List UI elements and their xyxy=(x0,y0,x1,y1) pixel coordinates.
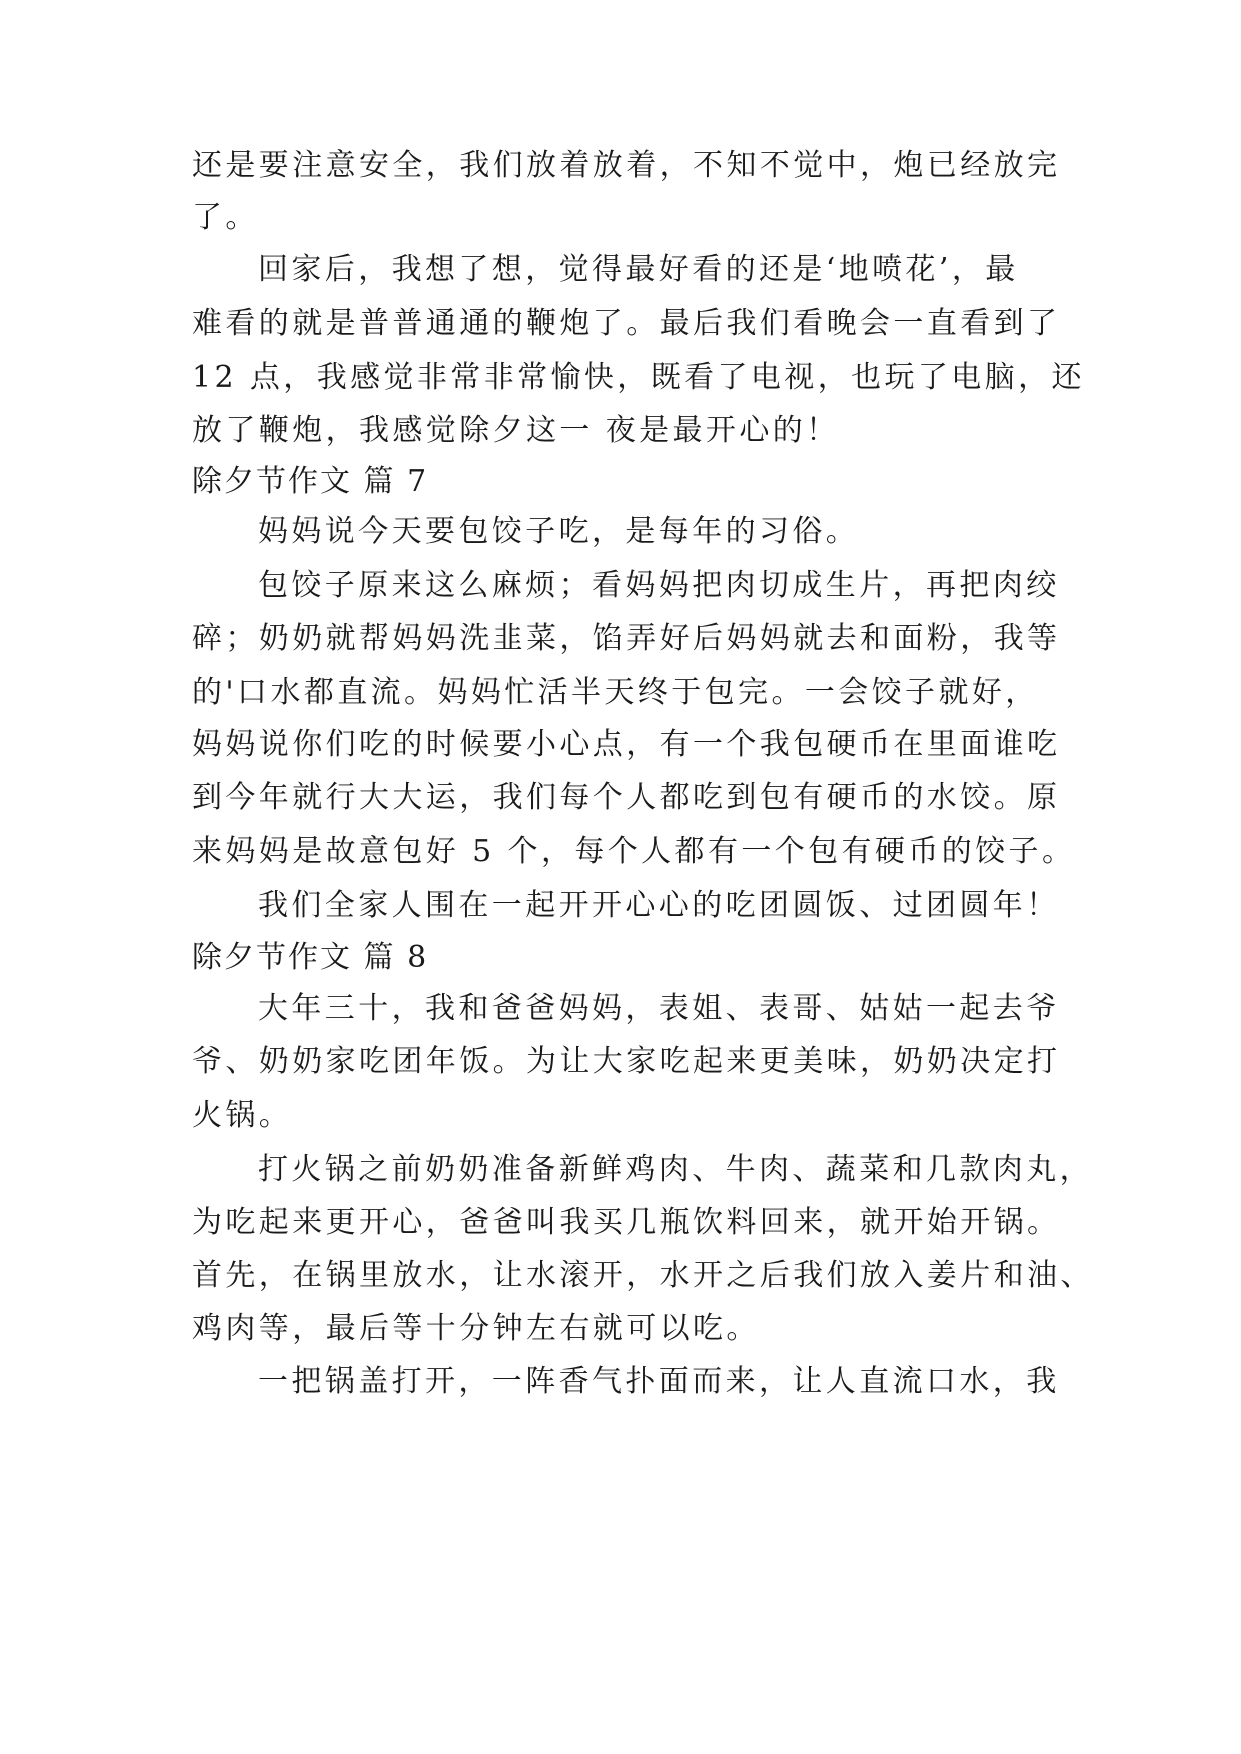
paragraph-line: 碎；奶奶就帮妈妈洗韭菜，馅弄好后妈妈就去和面粉，我等 xyxy=(192,621,1061,656)
paragraph-line: 妈妈说你们吃的时候要小心点，有一个我包硬币在里面谁吃 xyxy=(192,727,1061,762)
paragraph-line: 火锅。 xyxy=(192,1098,293,1133)
paragraph-line: 妈妈说今天要包饺子吃，是每年的习俗。 xyxy=(258,514,860,549)
paragraph-line: 首先，在锅里放水，让水滚开，水开之后我们放入姜片和油、 xyxy=(192,1258,1094,1293)
section-heading: 除夕节作文 篇 7 xyxy=(192,464,429,499)
paragraph-line: 打火锅之前奶奶准备新鲜鸡肉、牛肉、蔬菜和几款肉丸， xyxy=(258,1152,1093,1187)
paragraph-line: 爷、奶奶家吃团年饭。为让大家吃起来更美味，奶奶决定打 xyxy=(192,1044,1061,1079)
paragraph-line: 难看的就是普普通通的鞭炮了。最后我们看晚会一直看到了 xyxy=(192,306,1061,341)
paragraph-line: 一把锅盖打开，一阵香气扑面而来，让人直流口水，我 xyxy=(258,1364,1060,1399)
paragraph-line: 我们全家人围在一起开开心心的吃团圆饭、过团圆年！ xyxy=(258,888,1060,923)
paragraph-line: 大年三十，我和爸爸妈妈，表姐、表哥、姑姑一起去爷 xyxy=(258,991,1060,1026)
paragraph-line: 的'口水都直流。妈妈忙活半天终于包完。一会饺子就好， xyxy=(192,675,1039,710)
paragraph-line: 放了鞭炮，我感觉除夕这一 夜是最开心的！ xyxy=(192,413,840,448)
paragraph-line: 到今年就行大大运，我们每个人都吃到包有硬币的水饺。原 xyxy=(192,780,1061,815)
paragraph-line: 了。 xyxy=(192,200,259,235)
paragraph-line: 还是要注意安全，我们放着放着，不知不觉中，炮已经放完 xyxy=(192,148,1061,183)
paragraph-line: 回家后，我想了想，觉得最好看的还是‘地喷花’，最 xyxy=(258,252,1019,287)
paragraph-line: 12 点，我感觉非常非常愉快，既看了电视，也玩了电脑，还 xyxy=(192,360,1085,395)
paragraph-line: 来妈妈是故意包好 5 个，每个人都有一个包有硬币的饺子。 xyxy=(192,834,1076,869)
paragraph-line: 包饺子原来这么麻烦；看妈妈把肉切成生片，再把肉绞 xyxy=(258,568,1060,603)
paragraph-line: 为吃起来更开心，爸爸叫我买几瓶饮料回来，就开始开锅。 xyxy=(192,1205,1061,1240)
section-heading: 除夕节作文 篇 8 xyxy=(192,940,429,975)
paragraph-line: 鸡肉等，最后等十分钟左右就可以吃。 xyxy=(192,1311,760,1346)
